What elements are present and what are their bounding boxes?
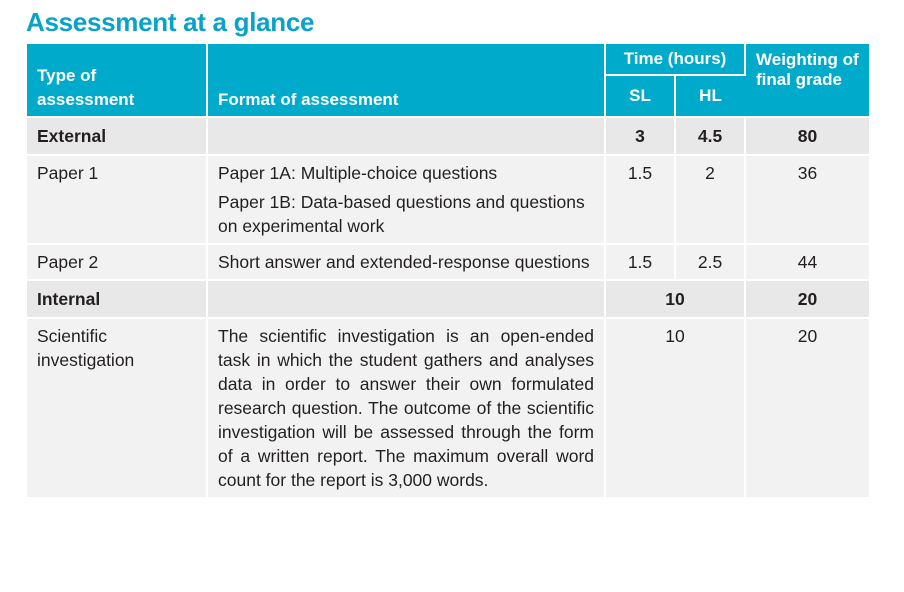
weight-value: 20 [745, 280, 869, 318]
format-cell: Short answer and extended-response questions [207, 244, 605, 280]
format-text: Paper 1A: Multiple-choice questions [218, 163, 498, 183]
type-cell: Scientific investigation [27, 318, 207, 498]
table-row-paper2 [27, 244, 869, 280]
category-row-external [27, 117, 869, 155]
page-title: Assessment at a glance [26, 7, 315, 37]
empty-cell [207, 280, 605, 318]
weight-value: 20 [745, 318, 869, 498]
time-value: 10 [605, 318, 745, 498]
weight-value: 44 [745, 244, 869, 280]
header-weighting: Weighting of final grade [745, 44, 869, 117]
sl-value: 3 [605, 117, 675, 155]
weight-value: 36 [745, 155, 869, 244]
category-label: Internal [27, 280, 207, 318]
hl-value: 2.5 [675, 244, 745, 280]
header-time: Time (hours) [605, 44, 745, 75]
empty-cell [207, 117, 605, 155]
table-row-scientific-investigation [27, 318, 869, 498]
type-cell: Paper 1 [27, 155, 207, 244]
header-hl: HL [675, 75, 745, 117]
time-value: 10 [605, 280, 745, 318]
hl-value: 2 [675, 155, 745, 244]
format-cell: The scientific investigation is an open-ended task in which the student gathers and analyses data in order to answer their own formulated research question. The outcome of the scientific investigation will be assessed through the form of a written report. The maximum overall word count for the report is 3,000 words. [207, 318, 605, 498]
format-cell [207, 155, 605, 244]
table-row-paper1 [27, 155, 869, 244]
sl-value: 1.5 [605, 155, 675, 244]
format-text: Paper 1B: Data-based questions and questions on experimental work [218, 192, 585, 236]
hl-value: 4.5 [675, 117, 745, 155]
assessment-table [27, 44, 869, 499]
category-row-internal [27, 280, 869, 318]
header-sl: SL [605, 75, 675, 117]
type-cell: Paper 2 [27, 244, 207, 280]
weight-value: 80 [745, 117, 869, 155]
category-label: External [27, 117, 207, 155]
table-header [27, 44, 869, 117]
header-format: Format of assessment [207, 44, 605, 117]
header-type: Type of assessment [27, 44, 207, 117]
sl-value: 1.5 [605, 244, 675, 280]
